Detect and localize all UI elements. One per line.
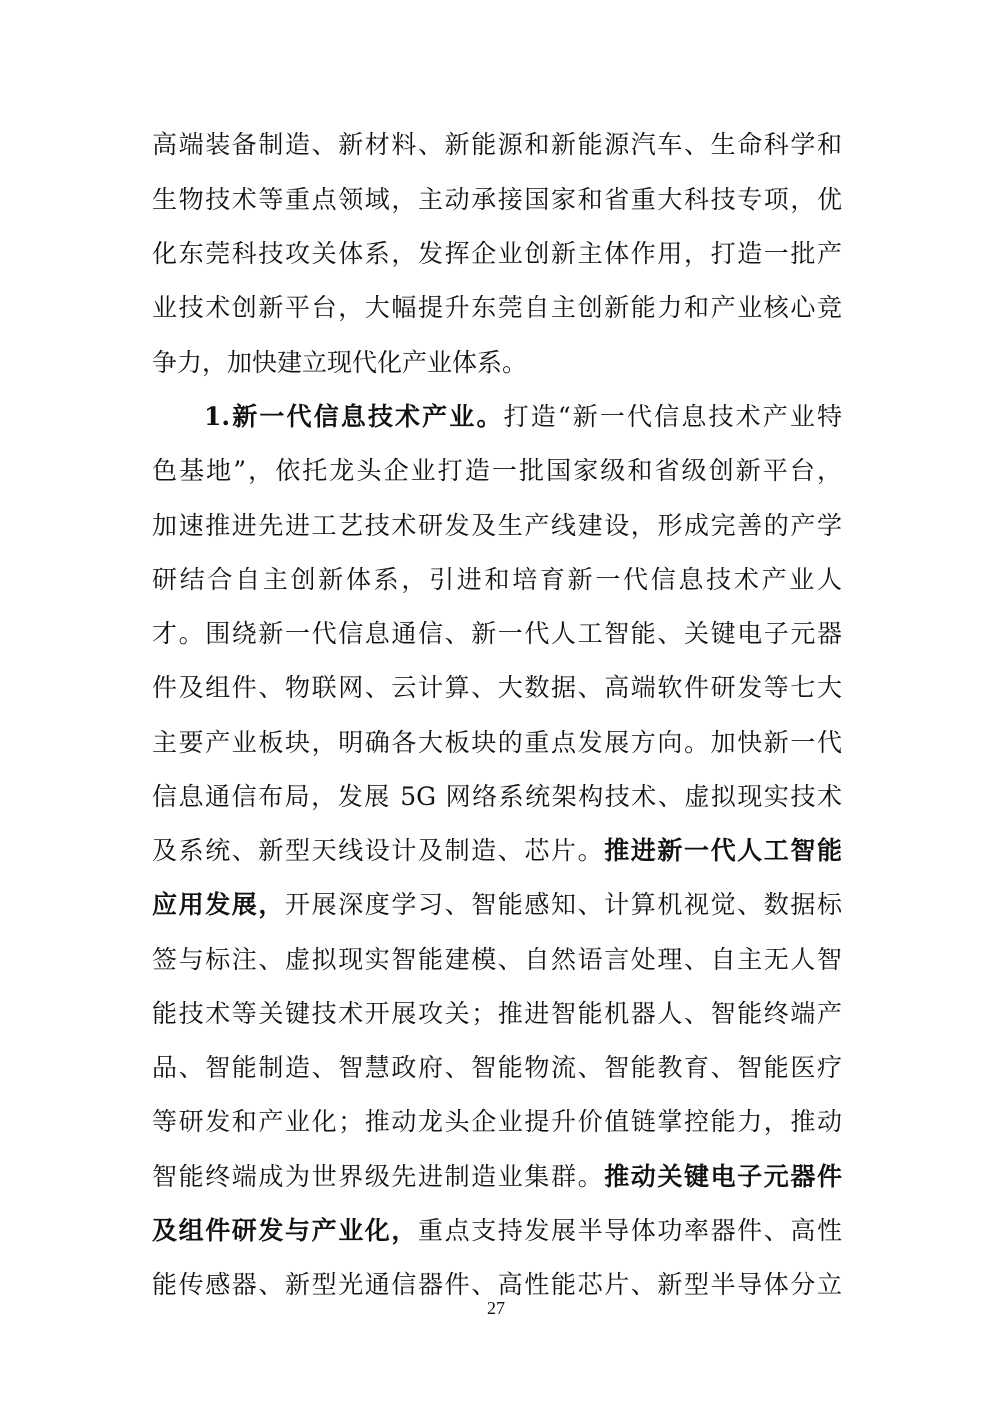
text-run: 重点支持发展半导体功率器件、高性: [418, 1216, 842, 1245]
bold-text-run: 应用发展，: [152, 890, 285, 919]
paragraph-line: [152, 343, 842, 383]
text-run: 加速推进先进工艺技术研发及生产线建设，形成完善的产学: [152, 511, 842, 540]
text-run: 争力，加快建立现代化产业体系。: [152, 348, 528, 377]
paragraph-line: [152, 451, 842, 491]
paragraph-line: [152, 885, 842, 925]
paragraph-line: [152, 1048, 842, 1088]
paragraph-line: [152, 560, 842, 600]
bold-text-run: 推动关键电子元器件: [604, 1162, 842, 1191]
paragraph-line: [152, 180, 842, 220]
paragraph-line: [152, 831, 842, 871]
text-run: 等研发和产业化；推动龙头企业提升价值链掌控能力，推动: [152, 1107, 842, 1136]
paragraph-line: [152, 506, 842, 546]
text-run: 主要产业板块，明确各大板块的重点发展方向。加快新一代: [152, 728, 842, 757]
text-run: 化东莞科技攻关体系，发挥企业创新主体作用，打造一批产: [152, 239, 842, 268]
paragraph-line: [152, 668, 842, 708]
text-run: 及系统、新型天线设计及制造、芯片。: [152, 836, 605, 865]
text-run: 能技术等关键技术开展攻关；推进智能机器人、智能终端产: [152, 999, 842, 1028]
text-run: 签与标注、虚拟现实智能建模、自然语言处理、自主无人智: [152, 945, 842, 974]
paragraph-line: [152, 777, 842, 817]
text-run: 品、智能制造、智慧政府、智能物流、智能教育、智能医疗: [152, 1053, 842, 1082]
text-run: 打造“新一代信息技术产业特: [503, 402, 842, 431]
text-run: 开展深度学习、智能感知、计算机视觉、数据标: [285, 890, 842, 919]
page-number: 27: [487, 1298, 505, 1318]
paragraph-line: [204, 397, 842, 437]
paragraph-line: [152, 125, 842, 165]
paragraph-line: [152, 614, 842, 654]
paragraph-line: [152, 723, 842, 763]
text-run: 信息通信布局，发展 5G 网络系统架构技术、虚拟现实技术: [152, 782, 842, 811]
bold-text-run: 推进新一代人工智能: [604, 836, 842, 865]
text-run: 高端装备制造、新材料、新能源和新能源汽车、生命科学和: [152, 130, 842, 159]
paragraph-line: [152, 288, 842, 328]
paragraph-line: [152, 1211, 842, 1251]
text-run: 智能终端成为世界级先进制造业集群。: [152, 1162, 605, 1191]
text-run: 业技术创新平台，大幅提升东莞自主创新能力和产业核心竞: [152, 293, 842, 322]
paragraph-line: [152, 994, 842, 1034]
text-run: 生物技术等重点领域，主动承接国家和省重大科技专项，优: [152, 185, 842, 214]
text-run: 才。围绕新一代信息通信、新一代人工智能、关键电子元器: [152, 619, 842, 648]
bold-text-run: 及组件研发与产业化，: [152, 1216, 418, 1245]
text-run: 能传感器、新型光通信器件、高性能芯片、新型半导体分立: [152, 1270, 842, 1299]
paragraph-line: [152, 1157, 842, 1197]
section-heading: 1.新一代信息技术产业。: [204, 402, 504, 431]
text-run: 色基地”，依托龙头企业打造一批国家级和省级创新平台，: [152, 456, 842, 485]
paragraph-line: [152, 234, 842, 274]
paragraph-line: [152, 1102, 842, 1142]
text-run: 研结合自主创新体系，引进和培育新一代信息技术产业人: [152, 565, 842, 594]
text-run: 件及组件、物联网、云计算、大数据、高端软件研发等七大: [152, 673, 842, 702]
paragraph-line: [152, 940, 842, 980]
